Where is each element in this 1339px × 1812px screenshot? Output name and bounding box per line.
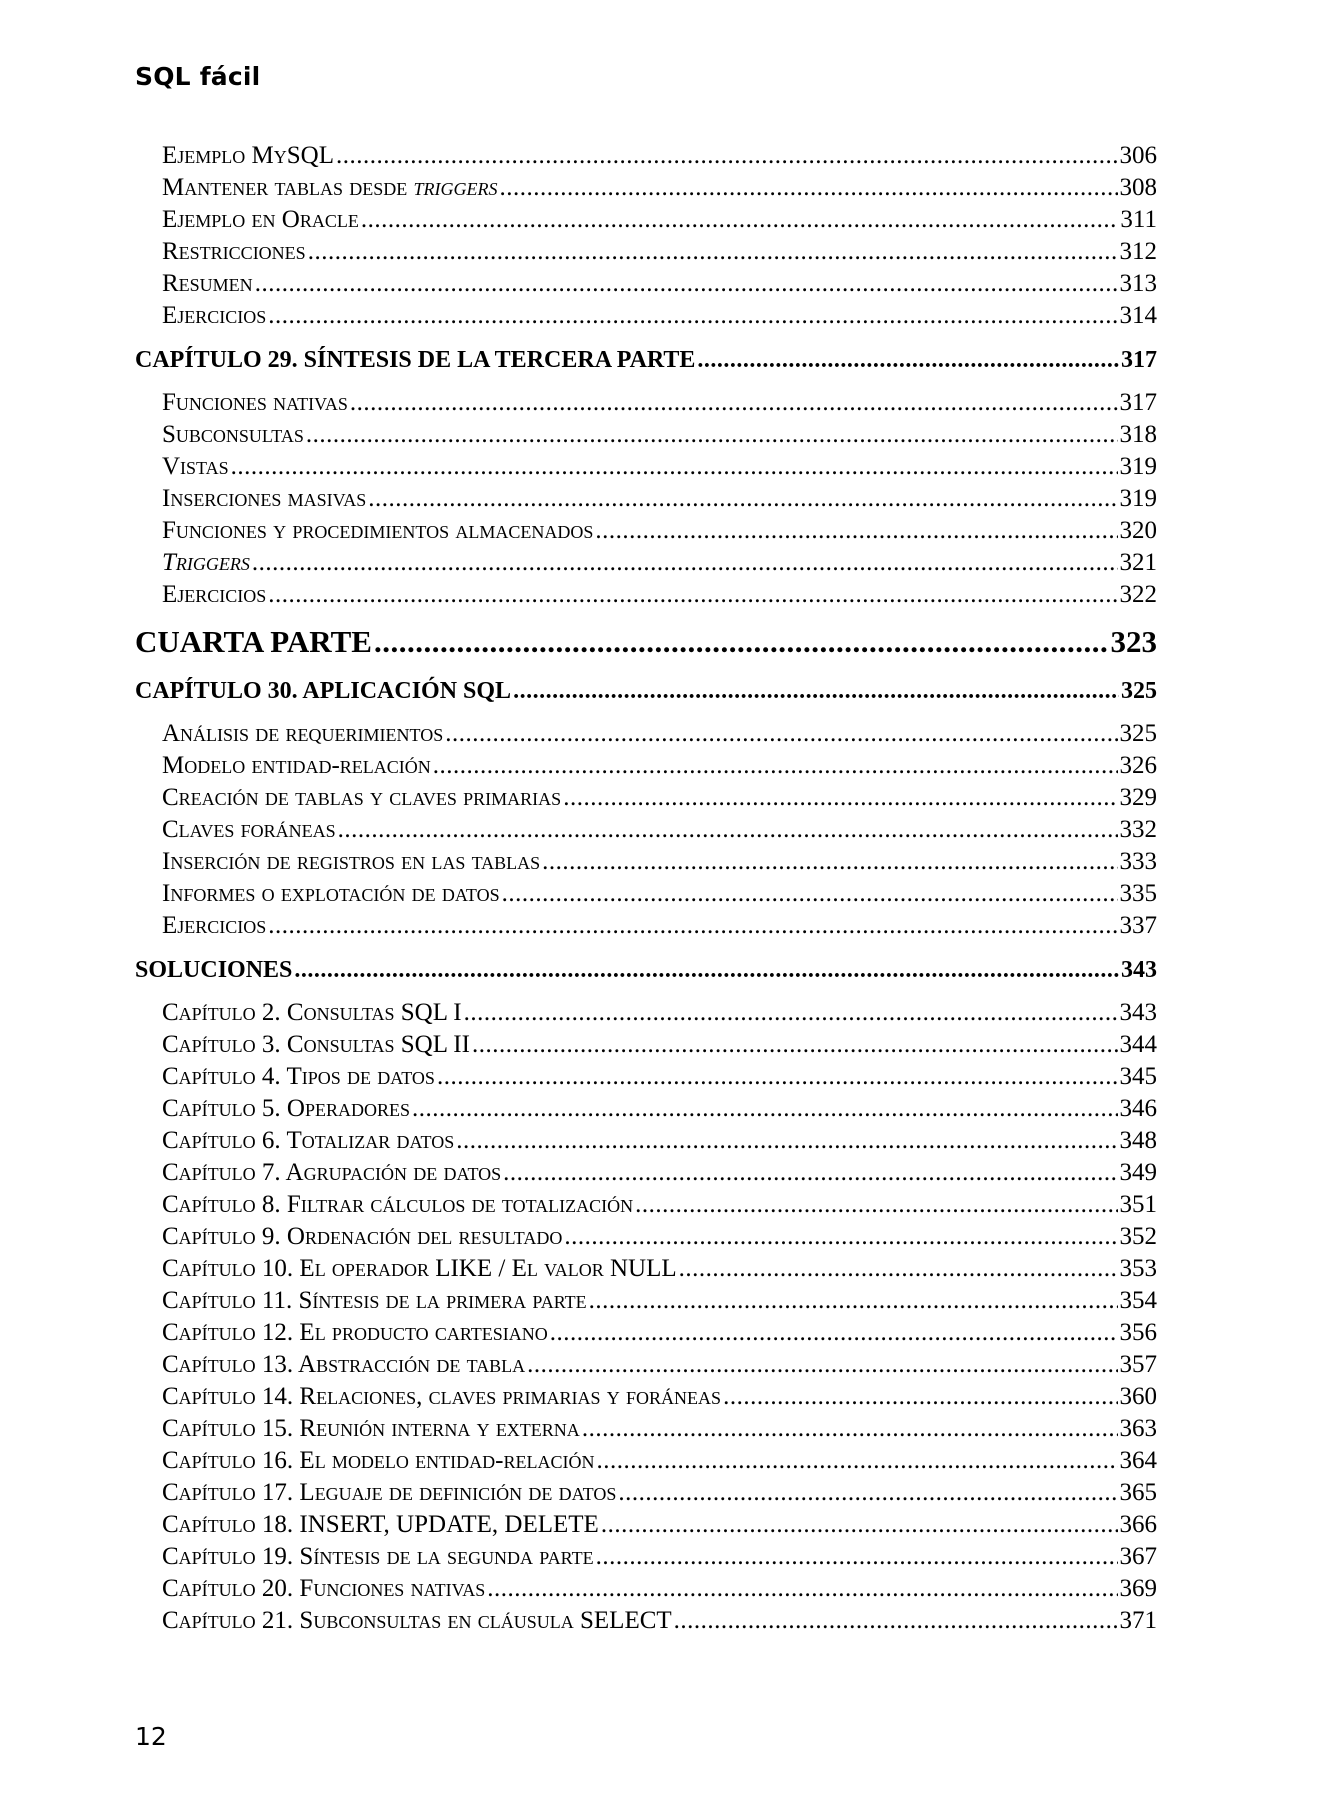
toc-entry-page: 357 [1119,1351,1157,1378]
dot-leader [255,268,1118,300]
toc-entry-label [162,300,266,332]
toc-entry-title: Capítulo 17. Leguaje de definición de datos [162,1479,617,1506]
toc-section-entry [135,1477,1157,1509]
dot-leader [472,1029,1118,1061]
toc-section-entry [135,172,1157,204]
toc-entry-page: 325 [1119,720,1157,747]
toc-entry-label [162,750,431,782]
toc-entry-page: 349 [1119,1159,1157,1186]
toc-entry-label [162,579,266,611]
toc-entry-label [162,483,366,515]
toc-entry-title: Capítulo 8. Filtrar cálculos de totalización [162,1191,634,1218]
dot-leader [503,1157,1117,1189]
toc-entry-label [135,341,695,379]
toc-entry-label [135,621,372,663]
dot-leader [582,1413,1118,1445]
toc-entry-title-italic: triggers [413,174,498,201]
dot-leader [564,1221,1117,1253]
toc-entry-page: 333 [1119,848,1157,875]
toc-section-entry [135,387,1157,419]
toc-entry-label [162,1285,587,1317]
toc-entry-label [135,672,511,710]
toc-entry-page: 321 [1119,549,1157,576]
dot-leader [513,672,1119,710]
toc-entry-title-italic: Triggers [162,549,250,576]
toc-entry-page: 320 [1119,517,1157,544]
dot-leader [336,140,1118,172]
toc-entry-title: Ejemplo MySQL [162,142,334,169]
toc-entry-page: 306 [1119,142,1157,169]
toc-entry-title: Funciones nativas [162,389,348,416]
dot-leader [674,1605,1118,1637]
toc-entry-page: 311 [1120,206,1157,233]
toc-entry-title: Capítulo 2. Consultas SQL I [162,999,462,1026]
toc-entry-page: 318 [1119,421,1157,448]
toc-entry-title: Capítulo 3. Consultas SQL II [162,1031,470,1058]
dot-leader [563,782,1117,814]
toc-section-entry [135,910,1157,942]
toc-entry-label [162,1509,599,1541]
toc-entry-page: 312 [1119,238,1157,265]
toc-entry-label [162,547,250,579]
toc-entry-label [162,140,334,172]
toc-entry-title: Capítulo 14. Relaciones, claves primarias y foráneas [162,1383,722,1410]
dot-leader [308,236,1118,268]
toc-entry-page: 366 [1119,1511,1157,1538]
toc-entry-page: 371 [1119,1607,1157,1634]
toc-entry-label [162,1029,470,1061]
toc-entry-page: 314 [1119,302,1157,329]
dot-leader [697,341,1119,379]
toc-chapter-entry [135,951,1157,989]
page-number: 12 [135,1722,167,1751]
toc-entry-label [162,878,500,910]
toc-section-entry [135,846,1157,878]
toc-entry-title: Capítulo 21. Subconsultas en cláusula SELECT [162,1607,672,1634]
toc-entry-page: 325 [1121,678,1157,704]
toc-entry-label [162,1253,677,1285]
toc-section-entry [135,718,1157,750]
toc-entry-page: 323 [1110,624,1157,659]
dot-leader [252,547,1118,579]
toc-entry-title: Capítulo 7. Agrupación de datos [162,1159,502,1186]
toc-entry-page: 317 [1119,389,1157,416]
toc-entry-label [162,1061,435,1093]
toc-entry-page: 356 [1119,1319,1157,1346]
toc-section-entry [135,1157,1157,1189]
toc-section-entry [135,300,1157,332]
toc-entry-title: Resumen [162,270,253,297]
toc-section-entry [135,1317,1157,1349]
dot-leader [679,1253,1118,1285]
dot-leader [268,579,1117,611]
dot-leader [294,951,1119,989]
dot-leader [500,172,1118,204]
dot-leader [361,204,1119,236]
toc-section-entry [135,1285,1157,1317]
dot-leader [412,1093,1118,1125]
toc-section-entry [135,236,1157,268]
toc-entry-label [162,1189,633,1221]
toc-entry-label [135,951,292,989]
toc-section-entry [135,750,1157,782]
toc-entry-page: 319 [1119,453,1157,480]
toc-section-entry [135,1093,1157,1125]
dot-leader [502,878,1118,910]
dot-leader [368,483,1117,515]
dot-leader [231,451,1118,483]
toc-entry-title: Modelo entidad-relación [162,752,431,779]
toc-entry-title: Ejemplo en Oracle [162,206,359,233]
toc-entry-page: 343 [1121,957,1157,983]
dot-leader [433,750,1118,782]
toc-section-entry [135,515,1157,547]
toc-entry-title: Inserción de registros en las tablas [162,848,541,875]
toc-entry-page: 364 [1119,1447,1157,1474]
toc-entry-label [162,718,443,750]
toc-section-entry [135,547,1157,579]
toc-entry-page: 332 [1119,816,1157,843]
toc-entry-page: 322 [1119,581,1157,608]
toc-section-entry [135,579,1157,611]
toc-section-entry [135,782,1157,814]
toc-entry-page: 317 [1121,347,1157,373]
dot-leader [338,814,1118,846]
dot-leader [550,1317,1118,1349]
toc-entry-label [162,1445,594,1477]
toc-entry-page: 308 [1119,174,1157,201]
dot-leader [437,1061,1118,1093]
toc-entry-title: Capítulo 12. El producto cartesiano [162,1319,548,1346]
toc-entry-label [162,814,336,846]
dot-leader [268,910,1117,942]
toc-section-entry [135,1509,1157,1541]
toc-entry-page: 319 [1119,485,1157,512]
table-of-contents [135,140,1157,1637]
toc-section-entry [135,997,1157,1029]
toc-section-entry [135,419,1157,451]
toc-entry-label [162,515,593,547]
toc-entry-title: Informes o explotación de datos [162,880,500,907]
toc-entry-page: 335 [1119,880,1157,907]
toc-entry-page: 351 [1119,1191,1157,1218]
toc-entry-title: Capítulo 20. Funciones nativas [162,1575,486,1602]
toc-entry-title: Capítulo 16. El modelo entidad-relación [162,1447,595,1474]
toc-entry-page: 369 [1119,1575,1157,1602]
toc-entry-title: Capítulo 6. Totalizar datos [162,1127,455,1154]
toc-entry-label [162,1125,454,1157]
toc-entry-title: Creación de tablas y claves primarias [162,784,562,811]
toc-entry-page: 326 [1119,752,1157,779]
toc-entry-label [162,1541,594,1573]
toc-section-entry [135,483,1157,515]
toc-entry-title: Ejercicios [162,302,267,329]
toc-section-entry [135,1573,1157,1605]
toc-section-entry [135,451,1157,483]
toc-entry-title: Ejercicios [162,912,267,939]
toc-entry-title: Mantener tablas desde [162,174,414,201]
toc-entry-label [162,236,306,268]
toc-entry-label [162,204,359,236]
toc-entry-title: Claves foráneas [162,816,336,843]
toc-entry-label [162,1221,562,1253]
toc-entry-page: 343 [1119,999,1157,1026]
toc-part-entry [135,621,1157,663]
toc-section-entry [135,1061,1157,1093]
toc-entry-page: 337 [1119,912,1157,939]
toc-section-entry [135,1125,1157,1157]
toc-entry-label [162,1317,548,1349]
toc-entry-title: SOLUCIONES [135,957,293,983]
toc-entry-label [162,782,561,814]
dot-leader [350,387,1118,419]
dot-leader [445,718,1117,750]
toc-entry-title: Capítulo 5. Operadores [162,1095,410,1122]
dot-leader [601,1509,1118,1541]
toc-entry-page: 363 [1119,1415,1157,1442]
toc-section-entry [135,1029,1157,1061]
toc-entry-title: Funciones y procedimientos almacenados [162,517,594,544]
toc-entry-title: Inserciones masivas [162,485,367,512]
toc-entry-title: Vistas [162,453,229,480]
toc-entry-page: 348 [1119,1127,1157,1154]
toc-entry-page: 365 [1119,1479,1157,1506]
toc-entry-page: 345 [1119,1063,1157,1090]
toc-entry-label [162,1093,410,1125]
toc-section-entry [135,140,1157,172]
dot-leader [268,300,1117,332]
toc-entry-title: Análisis de requerimientos [162,720,444,747]
toc-entry-title: Capítulo 13. Abstracción de tabla [162,1351,526,1378]
dot-leader [596,1541,1118,1573]
dot-leader [589,1285,1118,1317]
dot-leader [596,1445,1117,1477]
toc-section-entry [135,1381,1157,1413]
toc-entry-title: Capítulo 11. Síntesis de la primera parte [162,1287,587,1314]
toc-section-entry [135,268,1157,300]
toc-section-entry [135,1221,1157,1253]
toc-entry-title: Capítulo 19. Síntesis de la segunda parte [162,1543,594,1570]
toc-entry-page: 353 [1119,1255,1157,1282]
toc-entry-title: CUARTA PARTE [135,624,372,659]
dot-leader [374,621,1109,663]
toc-section-entry [135,204,1157,236]
toc-entry-label [162,846,540,878]
toc-entry-title: Restricciones [162,238,306,265]
toc-entry-title: Capítulo 15. Reunión interna y externa [162,1415,580,1442]
dot-leader [527,1349,1117,1381]
dot-leader [595,515,1117,547]
toc-entry-page: 344 [1119,1031,1157,1058]
dot-leader [618,1477,1117,1509]
toc-entry-page: 367 [1119,1543,1157,1570]
toc-entry-title: Capítulo 4. Tipos de datos [162,1063,435,1090]
dot-leader [635,1189,1117,1221]
running-head: SQL fácil [135,62,261,91]
toc-entry-label [162,1605,672,1637]
toc-entry-label [162,1573,485,1605]
dot-leader [487,1573,1117,1605]
toc-section-entry [135,1605,1157,1637]
toc-entry-page: 354 [1119,1287,1157,1314]
toc-section-entry [135,878,1157,910]
toc-chapter-entry [135,672,1157,710]
toc-entry-title: Ejercicios [162,581,267,608]
toc-entry-label [162,268,253,300]
toc-entry-label [162,1413,580,1445]
toc-entry-label [162,451,229,483]
toc-section-entry [135,1349,1157,1381]
toc-entry-page: 313 [1119,270,1157,297]
dot-leader [456,1125,1117,1157]
toc-section-entry [135,814,1157,846]
toc-entry-label [162,1157,501,1189]
toc-section-entry [135,1189,1157,1221]
toc-section-entry [135,1445,1157,1477]
toc-entry-title: Capítulo 9. Ordenación del resultado [162,1223,563,1250]
toc-entry-label [162,910,266,942]
toc-entry-title: CAPÍTULO 29. SÍNTESIS DE LA TERCERA PARTE [135,347,696,373]
toc-chapter-entry [135,341,1157,379]
toc-entry-title: Subconsultas [162,421,304,448]
toc-section-entry [135,1541,1157,1573]
dot-leader [464,997,1118,1029]
toc-entry-label [162,997,462,1029]
dot-leader [306,419,1118,451]
toc-entry-label [162,1477,616,1509]
toc-entry-label [162,387,348,419]
toc-entry-label [162,419,304,451]
toc-section-entry [135,1413,1157,1445]
toc-entry-title: Capítulo 18. INSERT, UPDATE, DELETE [162,1511,599,1538]
toc-section-entry [135,1253,1157,1285]
toc-entry-page: 360 [1119,1383,1157,1410]
toc-entry-label [162,172,498,204]
toc-entry-title: Capítulo 10. El operador LIKE / El valor NULL [162,1255,677,1282]
dot-leader [723,1381,1117,1413]
toc-entry-page: 329 [1119,784,1157,811]
toc-entry-label [162,1381,721,1413]
toc-entry-page: 352 [1119,1223,1157,1250]
toc-entry-title: CAPÍTULO 30. APLICACIÓN SQL [135,678,512,704]
dot-leader [542,846,1117,878]
toc-entry-label [162,1349,525,1381]
toc-entry-page: 346 [1119,1095,1157,1122]
